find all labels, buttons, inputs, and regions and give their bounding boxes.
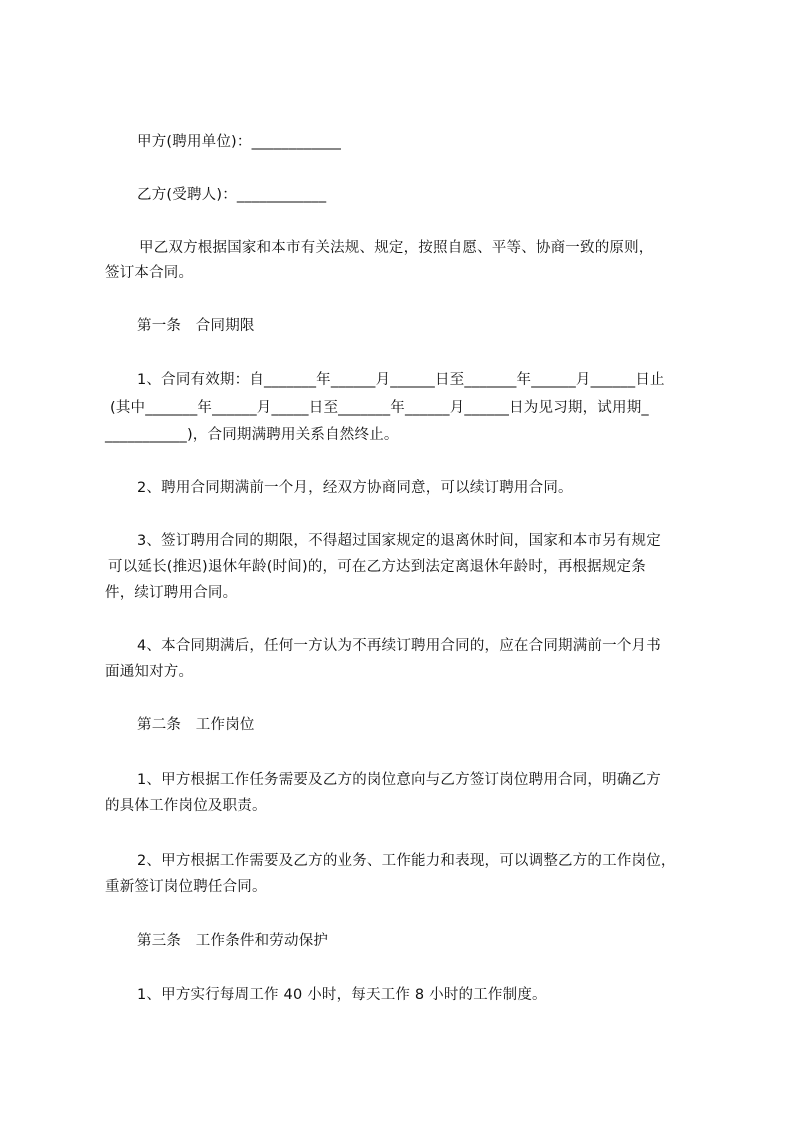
s2-item1-line-1: 1、甲方根据工作任务需要及乙方的岗位意向与乙方签订岗位聘用合同，明确乙方	[137, 772, 661, 788]
s1-item1-line-3: ___________)，合同期满聘用关系自然终止。	[105, 427, 399, 443]
intro-line-1: 甲乙双方根据国家和本市有关法规、规定，按照自愿、平等、协商一致的原则，	[139, 240, 654, 256]
party-b-line: 乙方(受聘人)：____________	[137, 187, 327, 203]
intro-line-2: 签订本合同。	[105, 265, 194, 281]
section-3-title: 第三条 工作条件和劳动保护	[137, 933, 329, 949]
section-1-title: 第一条 合同期限	[137, 318, 255, 334]
s1-item3-line-1: 3、签订聘用合同的期限，不得超过国家规定的退离休时间，国家和本市另有规定	[137, 533, 661, 549]
s1-item1-line-2: (其中_______年______月_____日至_______年______月______日为见习期，试用期_	[110, 400, 649, 416]
s1-item2: 2、聘用合同期满前一个月，经双方协商同意，可以续订聘用合同。	[137, 480, 573, 496]
party-a-line: 甲方(聘用单位)：____________	[137, 134, 342, 150]
s3-item1: 1、甲方实行每周工作 40 小时，每天工作 8 小时的工作制度。	[137, 987, 547, 1003]
s1-item1-line-1: 1、合同有效期：自_______年______月______日至_______年______月______日止	[137, 372, 665, 388]
s1-item3-line-2: 可以延长(推迟)退休年龄(时间)的，可在乙方达到法定离退休年龄时，再根据规定条	[108, 559, 646, 575]
s1-item4-line-2: 面通知对方。	[105, 664, 194, 680]
section-2-title: 第二条 工作岗位	[137, 717, 255, 733]
s2-item1-line-2: 的具体工作岗位及职责。	[105, 798, 267, 814]
s2-item2-line-2: 重新签订岗位聘任合同。	[105, 879, 267, 895]
s2-item2-line-1: 2、甲方根据工作需要及乙方的业务、工作能力和表现，可以调整乙方的工作岗位，	[137, 853, 676, 869]
s1-item4-line-1: 4、本合同期满后，任何一方认为不再续订聘用合同的，应在合同期满前一个月书	[137, 638, 661, 654]
s1-item3-line-3: 件，续订聘用合同。	[105, 585, 238, 601]
